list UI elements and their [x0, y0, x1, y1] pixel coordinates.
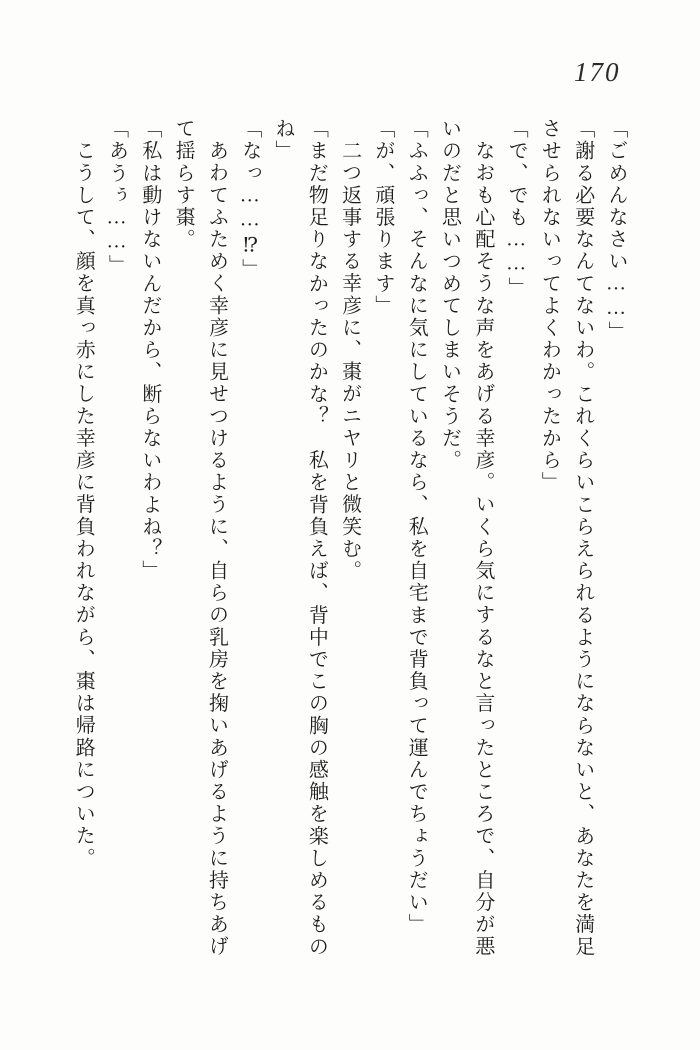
- text-line: 「なっ……⁉」: [238, 118, 261, 281]
- text-line: こうして、顔を真っ赤にした幸彦に背負われながら、棗は帰路についた。: [72, 140, 95, 870]
- text-line: いのだと思いつめてしまいそうだ。: [438, 118, 461, 472]
- text-line: 二つ返事する幸彦に、棗がニヤリと微笑む。: [338, 140, 361, 582]
- text-line: 「ふふっ、そんなに気にしているなら、私を自宅まで背負って運んでちょうだい」: [405, 118, 428, 936]
- text-line: て揺らす棗。: [172, 118, 195, 251]
- text-line: 「で、でも……」: [505, 118, 528, 299]
- text-line: 「謝る必要なんてないわ。これくらいこらえられるようにならないと、あなたを満足: [571, 118, 594, 958]
- text-line: ね」: [272, 118, 295, 163]
- text-block: [66, 118, 632, 960]
- text-line: あわてふためく幸彦に見せつけるように、自らの乳房を掬いあげるように持ちあげ: [205, 140, 228, 958]
- text-line: させられないってよくわかったから」: [538, 118, 561, 494]
- text-line: 「ごめんなさい……」: [605, 118, 627, 343]
- text-line: 「まだ物足りなかったのかな？ 私を背負えば、背中でこの胸の感触を楽しめるもの: [305, 118, 328, 958]
- text-line: 「あうぅ……」: [105, 118, 128, 277]
- text-line: 「が、頑張ります」: [371, 118, 394, 317]
- page-number: 170: [574, 57, 621, 87]
- text-line: なおも心配そうな声をあげる幸彦。いくら気にするなと言ったところで、自分が悪: [471, 140, 494, 958]
- text-line: 「私は動けないんだから、断らないわよね？」: [138, 118, 161, 583]
